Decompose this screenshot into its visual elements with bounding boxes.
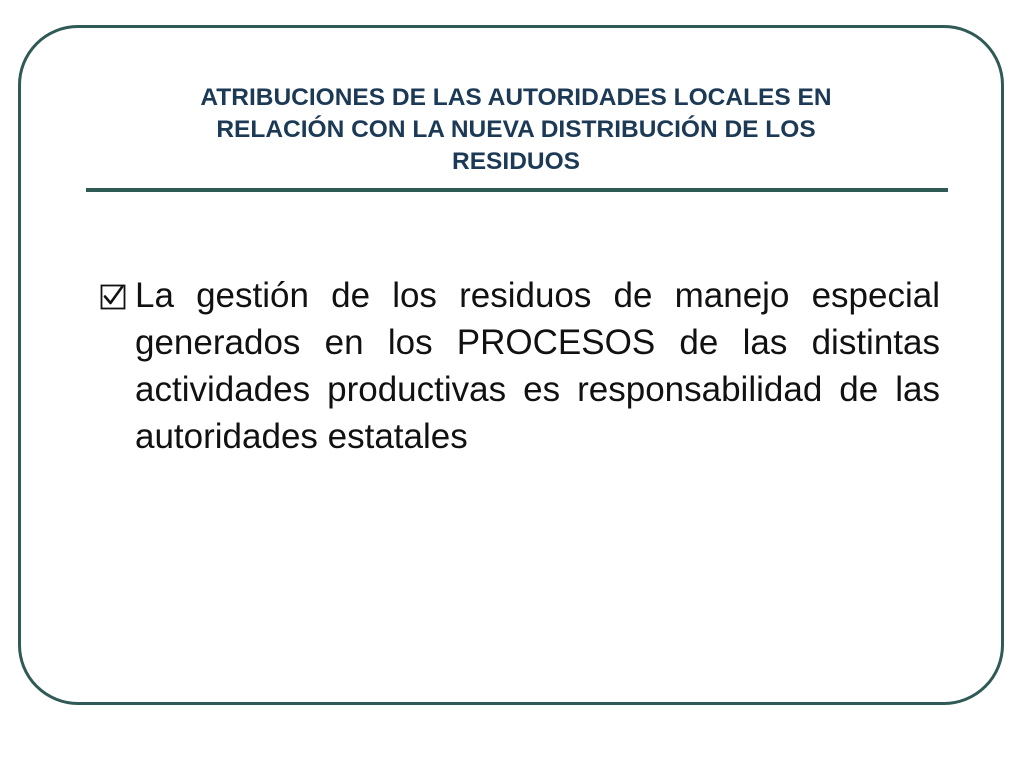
checkbox-checked-icon <box>100 284 126 310</box>
title-line: RESIDUOS <box>452 148 580 175</box>
title-line: ATRIBUCIONES DE LAS AUTORIDADES LOCALES EN <box>200 84 832 111</box>
slide-title <box>86 82 946 178</box>
title-divider <box>86 188 948 192</box>
bullet-item <box>100 272 940 460</box>
title-line: RELACIÓN CON LA NUEVA DISTRIBUCIÓN DE LOS <box>216 116 816 143</box>
bullet-text: La gestión de los residuos de manejo especial generados en los PROCESOS de las distintas actividades productivas es responsabilidad de las autoridades estatales <box>135 276 940 456</box>
